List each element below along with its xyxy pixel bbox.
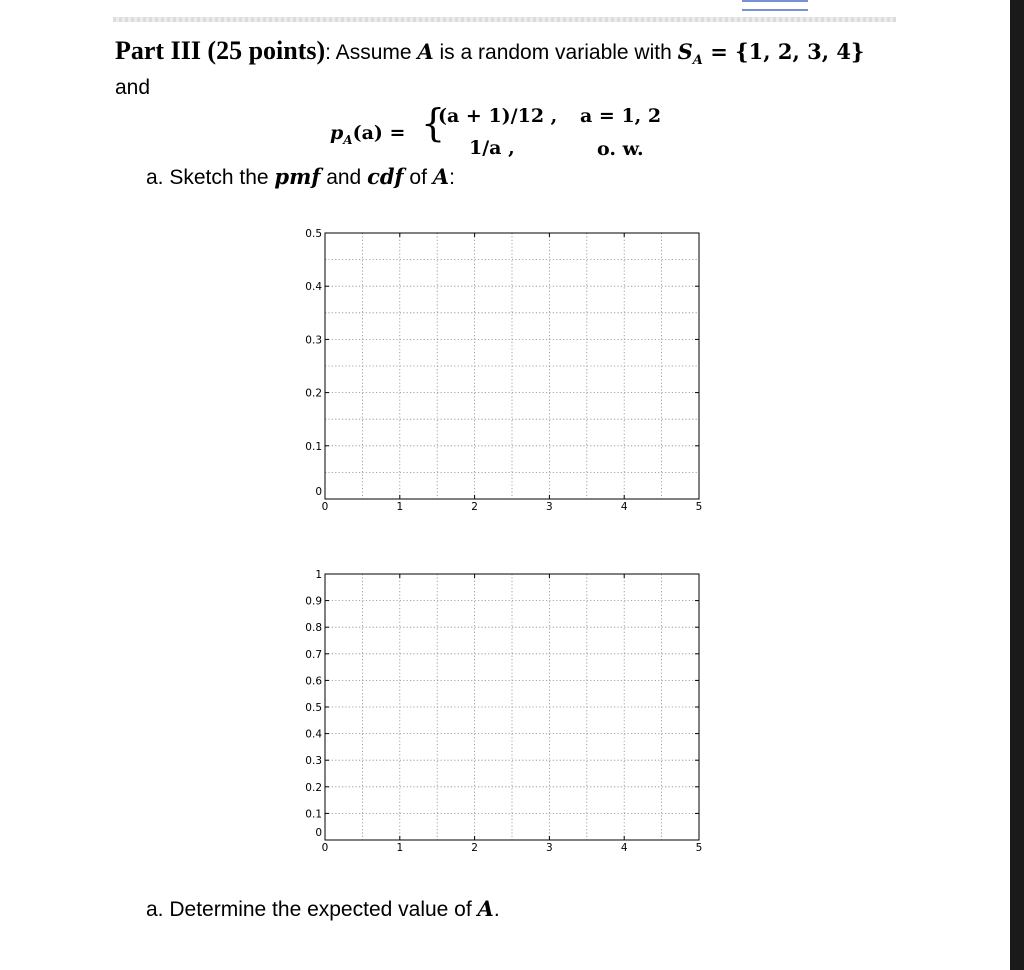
question-sketch-suffix: : <box>449 166 455 189</box>
y-tick-label: 1 <box>315 569 322 581</box>
y-tick-label: 0.4 <box>305 281 322 294</box>
and-text: and <box>115 76 151 99</box>
question-sketch-and: and <box>320 166 368 189</box>
question-sketch <box>146 164 455 190</box>
y-tick-label: 0.3 <box>305 334 322 347</box>
pmf-lhs-subscript: A <box>343 132 353 147</box>
x-tick-label: 2 <box>471 501 478 513</box>
question-sketch-prefix: a. Sketch the <box>146 166 275 189</box>
sample-space-symbol: S <box>677 39 693 64</box>
question-sketch-of: of <box>403 166 433 189</box>
y-tick-label: 0.2 <box>305 387 322 400</box>
piecewise-brace: { <box>421 101 446 145</box>
pmf-case2-expr: 1/a , <box>469 137 515 159</box>
cdf-term: cdf <box>367 164 404 189</box>
page-top-divider <box>113 17 896 22</box>
pmf-term: pmf <box>274 164 321 189</box>
question-expected-suffix: . <box>493 898 500 921</box>
pmf-lhs-symbol: p <box>330 122 344 144</box>
pmf-case2-cond: o. w. <box>597 138 644 160</box>
x-tick-label: 4 <box>620 842 628 854</box>
pmf-lhs <box>330 122 405 147</box>
pmf-cdf-axes <box>290 225 720 865</box>
question-expected-value <box>146 896 500 922</box>
problem-heading <box>115 36 864 68</box>
y-tick-label: 0.8 <box>305 622 322 635</box>
selection-marker <box>742 0 808 11</box>
random-variable-name: A <box>417 39 434 64</box>
sample-space-value: = {1, 2, 3, 4} <box>702 39 865 64</box>
y-tick-label: 0.3 <box>305 755 322 768</box>
intro-text: : Assume <box>325 41 418 64</box>
y-tick-label: 0.6 <box>305 675 322 688</box>
part-label: Part III (25 points) <box>115 36 326 65</box>
pmf-case1-expr: (a + 1)/12 , <box>438 105 558 127</box>
pmf-case1-cond: a = 1, 2 <box>580 105 662 127</box>
pmf-lhs-arg: (a) = <box>352 122 406 144</box>
y-tick-label: 0.7 <box>305 648 322 661</box>
x-tick-label: 5 <box>695 842 703 854</box>
question-sketch-var: A <box>432 164 450 189</box>
x-tick-label: 4 <box>620 501 628 513</box>
x-tick-label: 0 <box>321 842 329 854</box>
window-scrollbar-edge <box>1010 0 1024 970</box>
question-expected-var: A <box>477 896 494 921</box>
question-expected-prefix: a. Determine the expected value of <box>146 898 478 921</box>
pmf-plot <box>305 228 702 513</box>
x-tick-label: 2 <box>471 842 478 854</box>
y-tick-label: 0 <box>315 827 322 839</box>
x-tick-label: 1 <box>396 501 404 513</box>
y-tick-label: 0.2 <box>305 781 322 794</box>
x-tick-label: 3 <box>546 501 553 513</box>
x-tick-label: 5 <box>695 501 703 513</box>
y-tick-label: 0.5 <box>305 702 322 714</box>
y-tick-label: 0.1 <box>305 808 322 821</box>
x-tick-label: 0 <box>321 501 329 513</box>
y-tick-label: 0.5 <box>305 228 322 240</box>
y-tick-label: 0.1 <box>305 440 322 453</box>
y-tick-label: 0 <box>315 486 322 498</box>
cdf-plot <box>305 569 702 854</box>
y-tick-label: 0.4 <box>305 728 322 741</box>
x-tick-label: 1 <box>396 842 404 854</box>
intro-rest-text: is a random variable with <box>433 41 678 64</box>
sample-space-subscript: A <box>692 53 703 69</box>
x-tick-label: 3 <box>546 842 553 854</box>
y-tick-label: 0.9 <box>305 595 322 608</box>
